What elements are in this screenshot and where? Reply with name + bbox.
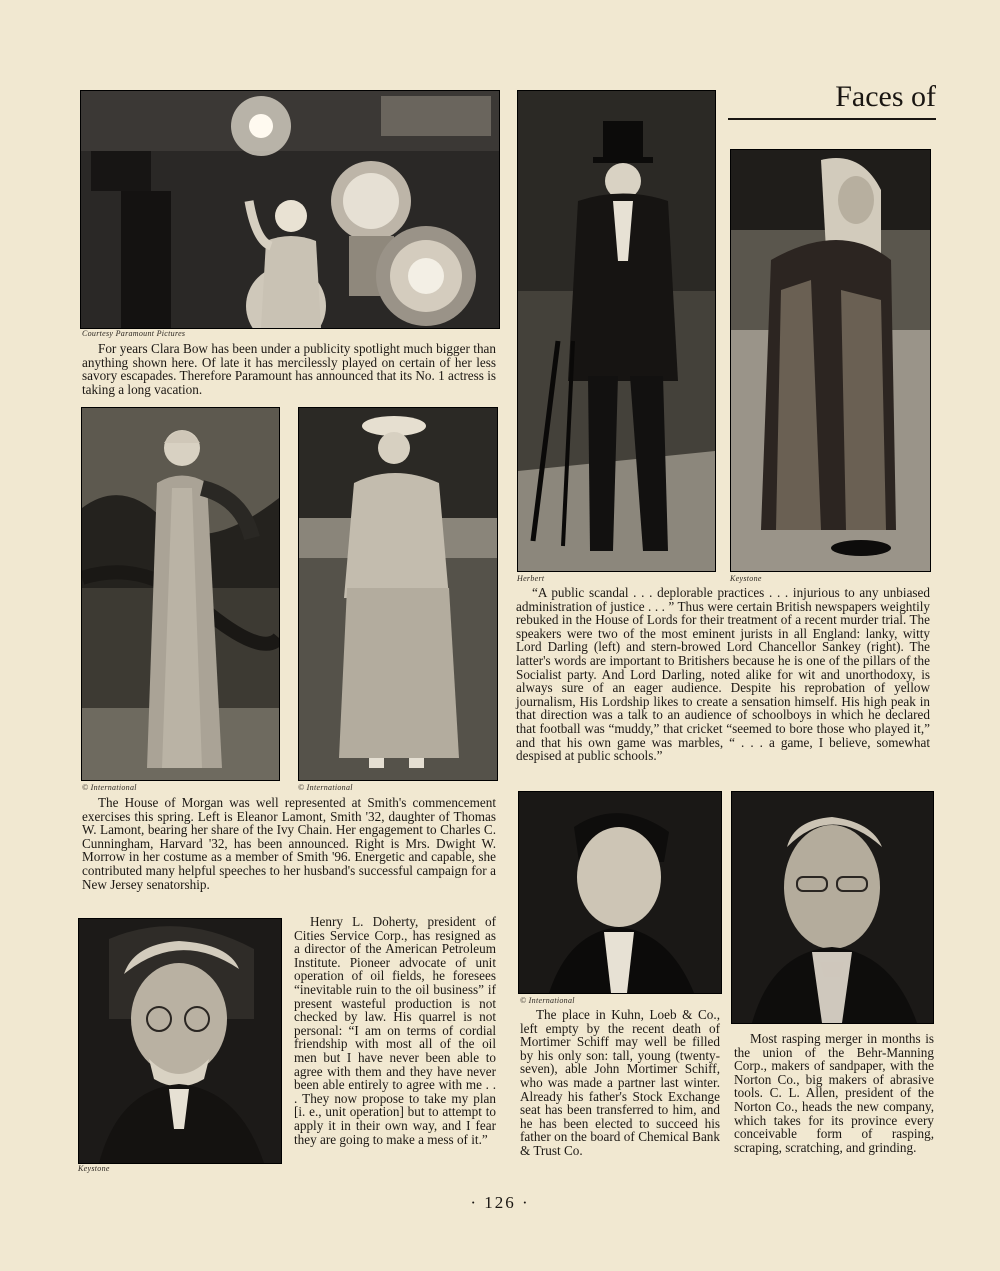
photo-clara-bow xyxy=(80,90,500,329)
caption-house-of-morgan: The House of Morgan was well represented at Smith's commencement exercises this spring. Left is Eleanor Lamont, Smith '32, daughter of Thomas W. Lamont, bearing her share of the Ivy Chain. Her engagement to Charles C. Cunningham, Harvard '32, has been announced. Right is Mrs. Dwight W. Morrow in her costume as a member of Smith '96. Energetic and capable, she contributed many helpful speeches to her husband's successful campaign for a New Jersey senatorship. xyxy=(82,795,496,892)
caption-clara-bow: For years Clara Bow has been under a publicity spotlight much bigger than anything shown here. Of late it has mercilessly played on certain of her less savory escapades. Therefore Paramount has announced that its No. 1 actress is taking a long vacation. xyxy=(82,341,496,397)
credit-darling: Herbert xyxy=(517,574,545,583)
photo-lord-darling xyxy=(517,90,716,572)
caption-henry-doherty: Henry L. Doherty, president of Cities Service Corp., has resigned as a director of the American Petroleum Institute. Pioneer advocate of unit operation of oil fields, he foresees “inevitable ruin to the oil business” if present wasteful production is not checked by law. His quarrel is not personal: “I am on terms of cordial friendship with most all of the oil men but I have never been able to agree with them and they have never been able entirely to agree with me . . . They now propose to take my plan [i. e., unit operation] but to attempt to apply it in their own way, and I fear they are going to make a mess of it.” xyxy=(294,914,496,1147)
credit-morrow: © International xyxy=(298,783,353,792)
photo-mrs-morrow xyxy=(298,407,498,781)
credit-sankey: Keystone xyxy=(730,574,762,583)
photo-eleanor-lamont xyxy=(81,407,280,781)
photo-henry-doherty xyxy=(78,918,282,1164)
credit-doherty: Keystone xyxy=(78,1164,110,1173)
caption-behr-manning-merger: Most rasping merger in months is the union of the Behr-Manning Corp., makers of sandpaper, with the Norton Co., big makers of abrasive tools. C. L. Allen, president of the Norton Co., heads the new company, which takes for its province every conceivable form of rasping, scraping, scratching, and grinding. xyxy=(734,1031,934,1155)
credit-lamont: © International xyxy=(82,783,137,792)
photo-cl-allen xyxy=(731,791,934,1024)
page-number: · 126 · xyxy=(470,1193,530,1212)
title-rule xyxy=(728,118,936,120)
credit-clara-bow: Courtesy Paramount Pictures xyxy=(82,329,186,338)
photo-lord-sankey xyxy=(730,149,931,572)
caption-john-schiff: The place in Kuhn, Loeb & Co., left empty by the recent death of Mortimer Schiff may well be filled by his only son: tall, young (twenty-seven), able John Mortimer Schiff, who was made a partner last winter. Already his father's Stock Exchange seat has been transferred to him, and he has been elected to succeed his father on the board of Chemical Bank & Trust Co. xyxy=(520,1007,720,1158)
credit-schiff: © International xyxy=(520,996,575,1005)
caption-house-of-lords: “A public scandal . . . deplorable practices . . . injurious to any unbiased administration of justice . . . ” Thus were certain British newspapers weightily rebuked in the House of Lords for their treatment of a recent murder trial. The speakers were two of the most eminent jurists in all England: lanky, witty Lord Darling (left) and stern-browed Lord Chancellor Sankey (right). The latter's words are important to Britishers because he is one of the pillars of the Socialist party. And Lord Darling, noted alike for wit and unorthodoxy, is always sure of an eager audience. Despite his reprobation of yellow journalism, His Lordship likes to create a sensation himself. His high peak in that direction was a talk to an audience of schoolboys in which he declared that football was “muddy,” that cricket “seemed to bore those who played it,” and that his own game was marbles, “ . . . a game, I believe, somewhat despised at public schools.” xyxy=(516,585,930,764)
page-title: Faces of xyxy=(835,80,936,113)
photo-john-schiff xyxy=(518,791,722,994)
